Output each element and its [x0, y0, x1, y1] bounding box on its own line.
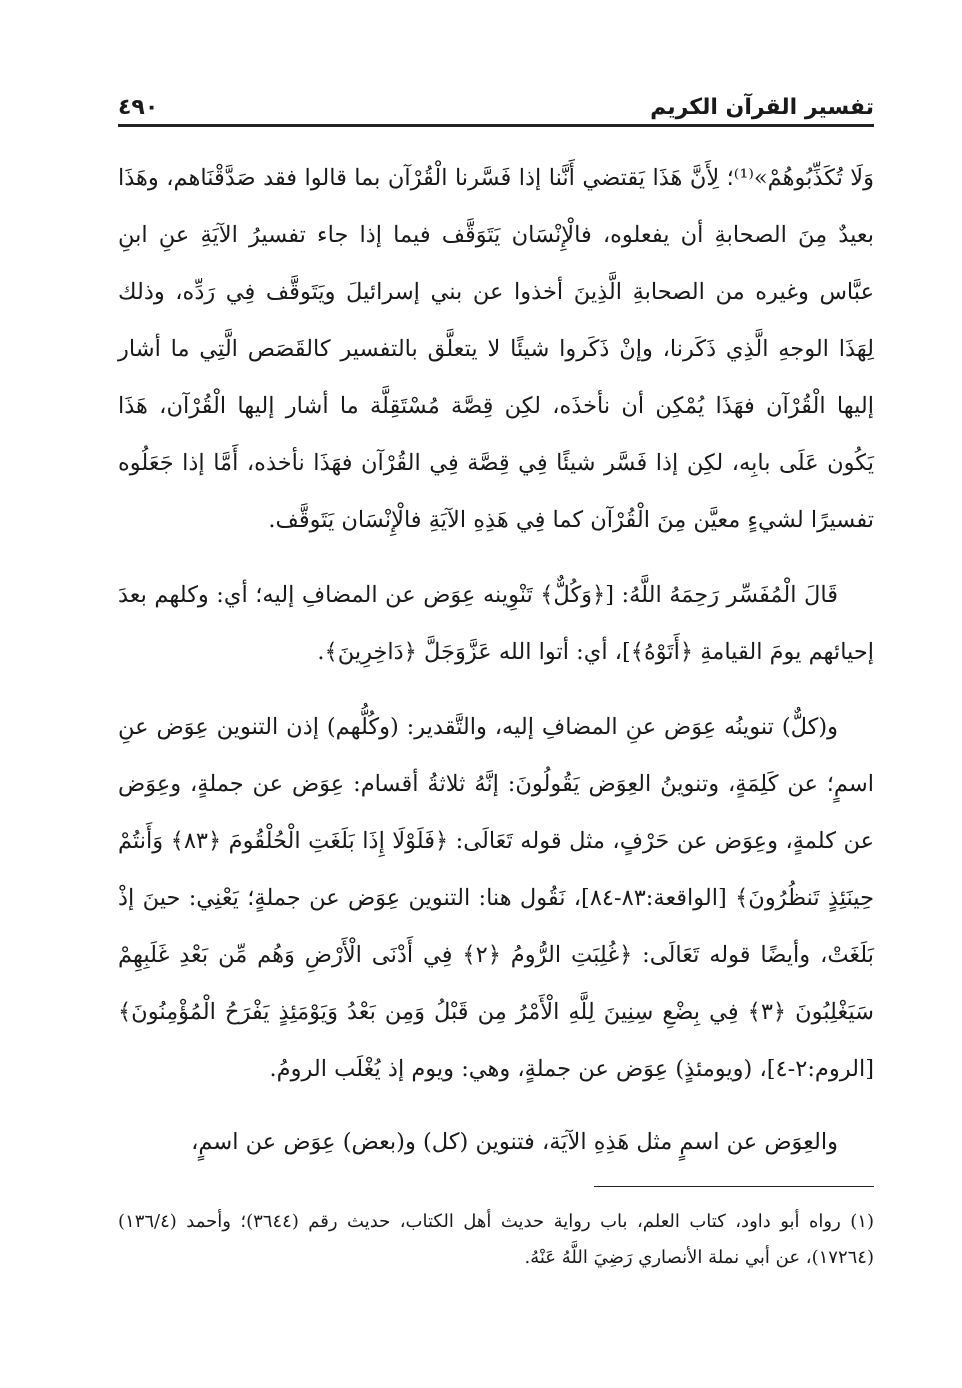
paragraph-3: و(كلٌّ) تنوينُه عِوَض عنِ المضافِ إليه، والتَّقدير: (وكُلُّهم) إذن التنوين عِوَض عنِ اسمٍ؛ عن كَلِمَةٍ، وتنوينُ العِوَض يَقُولُونَ: إنَّهُ ثلاثةُ أقسام: عِوَض عن جملةٍ، وعِوَض عن كلمةٍ، وعِوَض عن حَرْفٍ، مثل قوله تَعَالَى: ﴿فَلَوْلَا إِذَا بَلَغَتِ الْحُلْقُومَ ﴿٨٣﴾ وَأَنتُمْ حِينَئِذٍ تَنظُرُونَ﴾ [الواقعة:٨٣-٨٤]، نَقُول هنا: التنوين عِوَض عن جملةٍ؛ يَعْنِي: حينَ إذْ بَلَغَتْ، وأيضًا قوله تَعَالَى: ﴿غُلِبَتِ الرُّومُ ﴿٢﴾ فِي أَدْنَى الْأَرْضِ وَهُم مِّن بَعْدِ غَلَبِهِمْ سَيَغْلِبُونَ ﴿٣﴾ فِي بِضْعِ سِنِينَ لِلَّهِ الْأَمْرُ مِن قَبْلُ وَمِن بَعْدُ وَيَوْمَئِذٍ يَفْرَحُ الْمُؤْمِنُونَ﴾ [الروم:٢-٤]، (ويومئذٍ) عِوَض عن جملةٍ، وهي: ويوم إذ يُغْلَب الرومُ. [118, 714, 874, 1082]
footnote: (١) رواه أبو داود، كتاب العلم، باب رواية حديث أهل الكتاب، حديث رقم (٣٦٤٤)؛ وأحمد (١٣٦/٤) (١٧٢٦٤)، عن أبي نملة الأنصاري رَضِيَ اللَّهُ عَنْهُ. [118, 1211, 874, 1268]
paragraph-1: وَلَا تُكَذِّبُوهُمْ»⁽¹⁾؛ لِأَنَّ هَذَا يَقتضي أَنَّنا إذا فَسَّرنا الْقُرْآن بما قالوا فقد صَدَّقْنَاهم، وهَذَا بعيدٌ مِنَ الصحابةِ أن يفعلوه، فالْإِنْسَان يَتَوَقَّف فيما إذا جاء تفسيرُ الآيَةِ عنِ ابنِ عبَّاس وغيره من الصحابةِ الَّذِينَ أخذوا عن بني إسرائيلَ ويَتَوقَّف فِي رَدِّه، وذلك لِهَذَا الوجهِ الَّذِي ذَكَرنا، وإنْ ذَكَروا شيئًا لا يتعلَّق بالتفسير كالقَصَص الَّتِي ما أشار إليها الْقُرْآن فهَذَا يُمْكِن أن نأخذَه، لكِن قِصَّة مُسْتَقِلَّة ما أشار إليها الْقُرْآن، هَذَا يَكُون عَلَى بابِه، لكِن إذا فَسَّر شيئًا فِي قِصَّة فِي القُرْآن فهَذَا نأخذه، أَمَّا إذا جَعَلُوه تفسيرًا لشيءٍ معيَّن مِنَ الْقُرْآن كما فِي هَذِهِ الآيَةِ فالْإِنْسَان يَتَوقَّف. [118, 165, 874, 533]
page-number: ٤٩٠ [118, 95, 159, 120]
paragraph-4: والعِوَض عن اسمٍ مثل هَذِهِ الآيَة، فتنوين (كل) و(بعض) عِوَض عن اسمٍ، [191, 1129, 838, 1155]
book-title: تفسير القرآن الكريم [650, 95, 874, 120]
paragraph-2: قَالَ الْمُفَسِّر رَحِمَهُ اللَّهُ: [﴿وَكُلٌّ﴾ تَنْوِينه عِوَض عن المضافِ إليه؛ أي: وكلهم بعدَ إحيائهم يومَ القيامةِ ﴿أَتَوْهُ﴾]، أي: أتوا الله عَزَّوَجَلَّ ﴿دَاخِرِينَ﴾. [118, 582, 874, 665]
footnote-divider [594, 1186, 874, 1187]
main-text [118, 150, 874, 1171]
running-header [118, 88, 874, 127]
